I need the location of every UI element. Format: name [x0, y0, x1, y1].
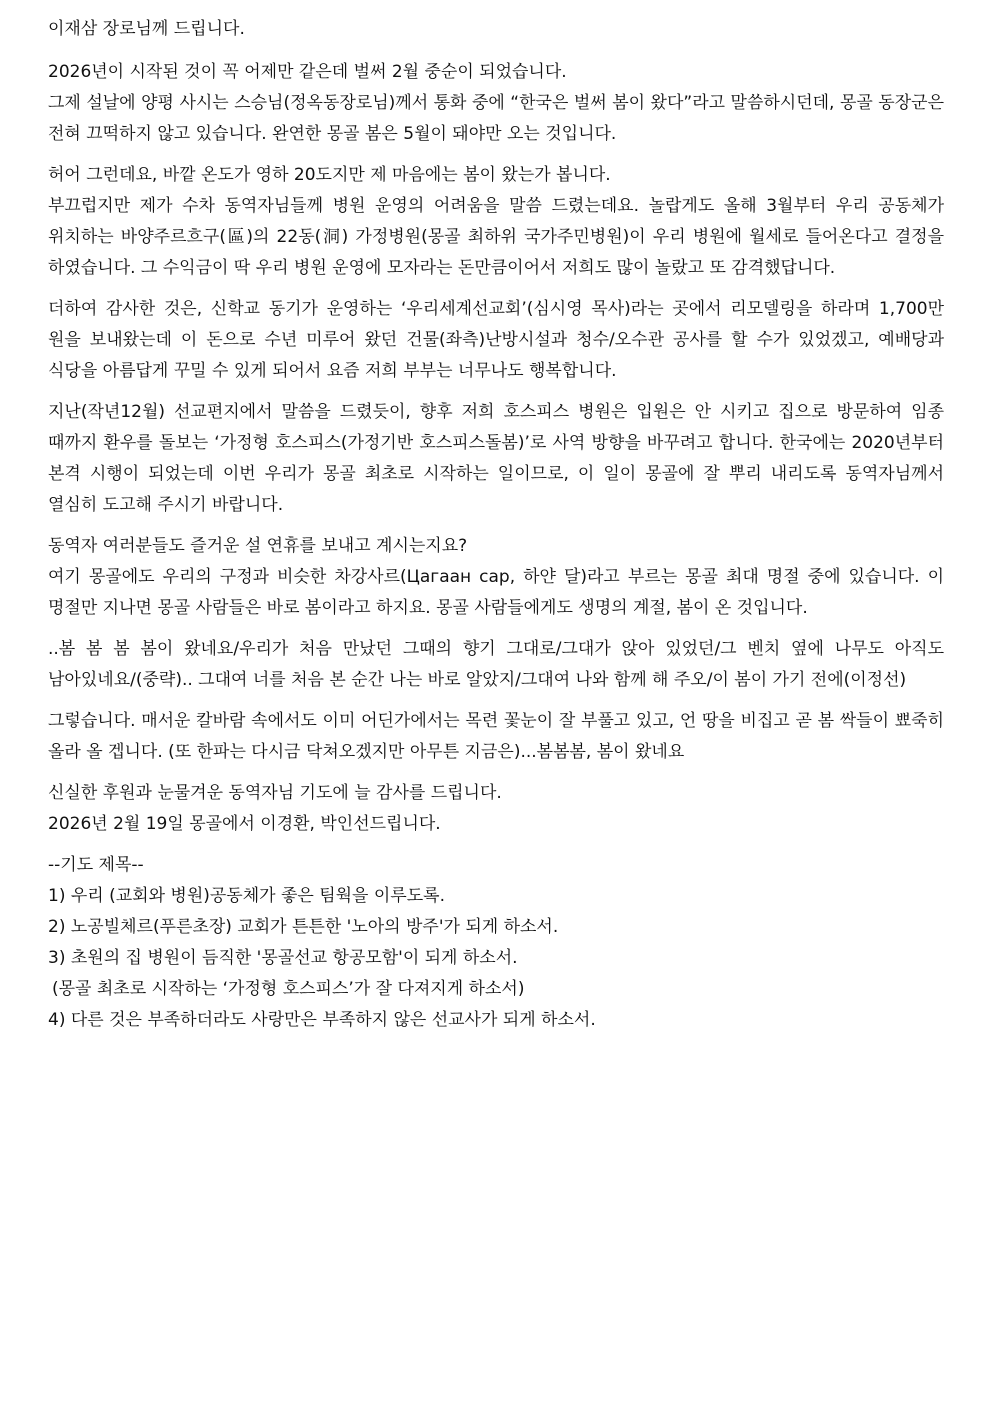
- paragraph-closing-signature: [48, 778, 944, 840]
- paragraph-line: 그제 설날에 양평 사시는 스승님(정옥동장로님)께서 통화 중에 “한국은 벌써 봄이 왔다”라고 말씀하시던데, 몽골 동장군은 전혀 끄떡하지 않고 있습니다. 완연한 몽골 봄은 5월이 돼야만 오는 것입니다.: [48, 93, 944, 144]
- paragraph-date-intro: [48, 57, 944, 150]
- prayer-item: 4) 다른 것은 부족하더라도 사랑만은 부족하지 않은 선교사가 되게 하소서.: [48, 1010, 596, 1030]
- paragraph-line: 그렇습니다. 매서운 칼바람 속에서도 이미 어딘가에서는 목련 꽃눈이 잘 부풀고 있고, 언 땅을 비집고 곧 봄 싹들이 뾰죽히 올라 올 겝니다. (또 한파는 다시금 닥쳐오겠지만 아무튼 지금은)...봄봄봄, 봄이 왔네요: [48, 711, 944, 762]
- paragraph-home-hospice: [48, 397, 944, 521]
- paragraph-line: 부끄럽지만 제가 수차 동역자님들께 병원 운영의 어려움을 말씀 드렸는데요. 놀랍게도 올해 3월부터 우리 공동체가 위치하는 바양주르흐구(區)의 22동(洞) 가정병원(몽골 최하위 국가주민병원)이 우리 병원에 월세로 들어온다고 결정을 하였습니다. 그 수익금이 딱 우리 병원 운영에 모자라는 돈만큼이어서 저희도 많이 놀랐고 또 감격했답니다.: [48, 196, 944, 278]
- prayer-title: --기도 제목--: [48, 855, 144, 875]
- signature-line: 2026년 2월 19일 몽골에서 이경환, 박인선드립니다.: [48, 814, 441, 834]
- prayer-list: [48, 850, 944, 1036]
- paragraph-spring: [48, 706, 944, 768]
- paragraph-hospital-rent: [48, 160, 944, 284]
- paragraph-line: 동역자 여러분들도 즐거운 설 연휴를 보내고 계시는지요?: [48, 536, 468, 556]
- letter-body: [48, 14, 944, 1046]
- prayer-note: (몽골 최초로 시작하는 ‘가정형 호스피스’가 잘 다져지게 하소서): [52, 979, 525, 999]
- paragraph-line: 여기 몽골에도 우리의 구정과 비슷한 차강사르(Цагаан сар, 하얀 달)라고 부르는 몽골 최대 명절 중에 있습니다. 이 명절만 지나면 몽골 사람들은 바로 봄이라고 하지요. 몽골 사람들에게도 생명의 계절, 봄이 온 것입니다.: [48, 567, 944, 618]
- paragraph-line: 2026년이 시작된 것이 꼭 어제만 같은데 벌써 2월 중순이 되었습니다.: [48, 62, 567, 82]
- paragraph-song-lyrics: [48, 634, 944, 696]
- paragraph-tsagaan-sar: [48, 531, 944, 624]
- paragraph-line: ..봄 봄 봄 봄이 왔네요/우리가 처음 만났던 그때의 향기 그대로/그대가 앉아 있었던/그 벤치 옆에 나무도 아직도 남아있네요/(중략).. 그대여 너를 처음 본 순간 나는 바로 알았지/그대여 나와 함께 해 주오/이 봄이 가기 전에(이정선): [48, 639, 944, 690]
- prayer-item: 1) 우리 (교회와 병원)공동체가 좋은 팀웍을 이루도록.: [48, 886, 445, 906]
- greeting-line: 이재삼 장로님께 드립니다.: [48, 19, 245, 39]
- prayer-item: 2) 노공빌체르(푸른초장) 교회가 튼튼한 '노아의 방주'가 되게 하소서.: [48, 917, 559, 937]
- prayer-item: 3) 초원의 집 병원이 듬직한 '몽골선교 항공모함'이 되게 하소서.: [48, 948, 518, 968]
- paragraph-line: 허어 그런데요, 바깥 온도가 영하 20도지만 제 마음에는 봄이 왔는가 봅니다.: [48, 165, 611, 185]
- paragraph-line: 지난(작년12월) 선교편지에서 말씀을 드렸듯이, 향후 저희 호스피스 병원은 입원은 안 시키고 집으로 방문하여 임종 때까지 환우를 돌보는 ‘가정형 호스피스(가정기반 호스피스돌봄)’로 사역 방향을 바꾸려고 합니다. 한국에는 2020년부터 본격 시행이 되었는데 이번 우리가 몽골 최초로 시작하는 일이므로, 이 일이 몽골에 잘 뿌리 내리도록 동역자님께서 열심히 도고해 주시기 바랍니다.: [48, 402, 944, 515]
- paragraph-remodeling: [48, 294, 944, 387]
- paragraph-line: 신실한 후원과 눈물겨운 동역자님 기도에 늘 감사를 드립니다.: [48, 783, 502, 803]
- paragraph-line: 더하여 감사한 것은, 신학교 동기가 운영하는 ‘우리세계선교회’(심시영 목사)라는 곳에서 리모델링을 하라며 1,700만 원을 보내왔는데 이 돈으로 수년 미루어 왔던 건물(좌측)난방시설과 청수/오수관 공사를 할 수가 있었겠고, 예배당과 식당을 아름답게 꾸밀 수 있게 되어서 요즘 저희 부부는 너무나도 행복합니다.: [48, 299, 944, 381]
